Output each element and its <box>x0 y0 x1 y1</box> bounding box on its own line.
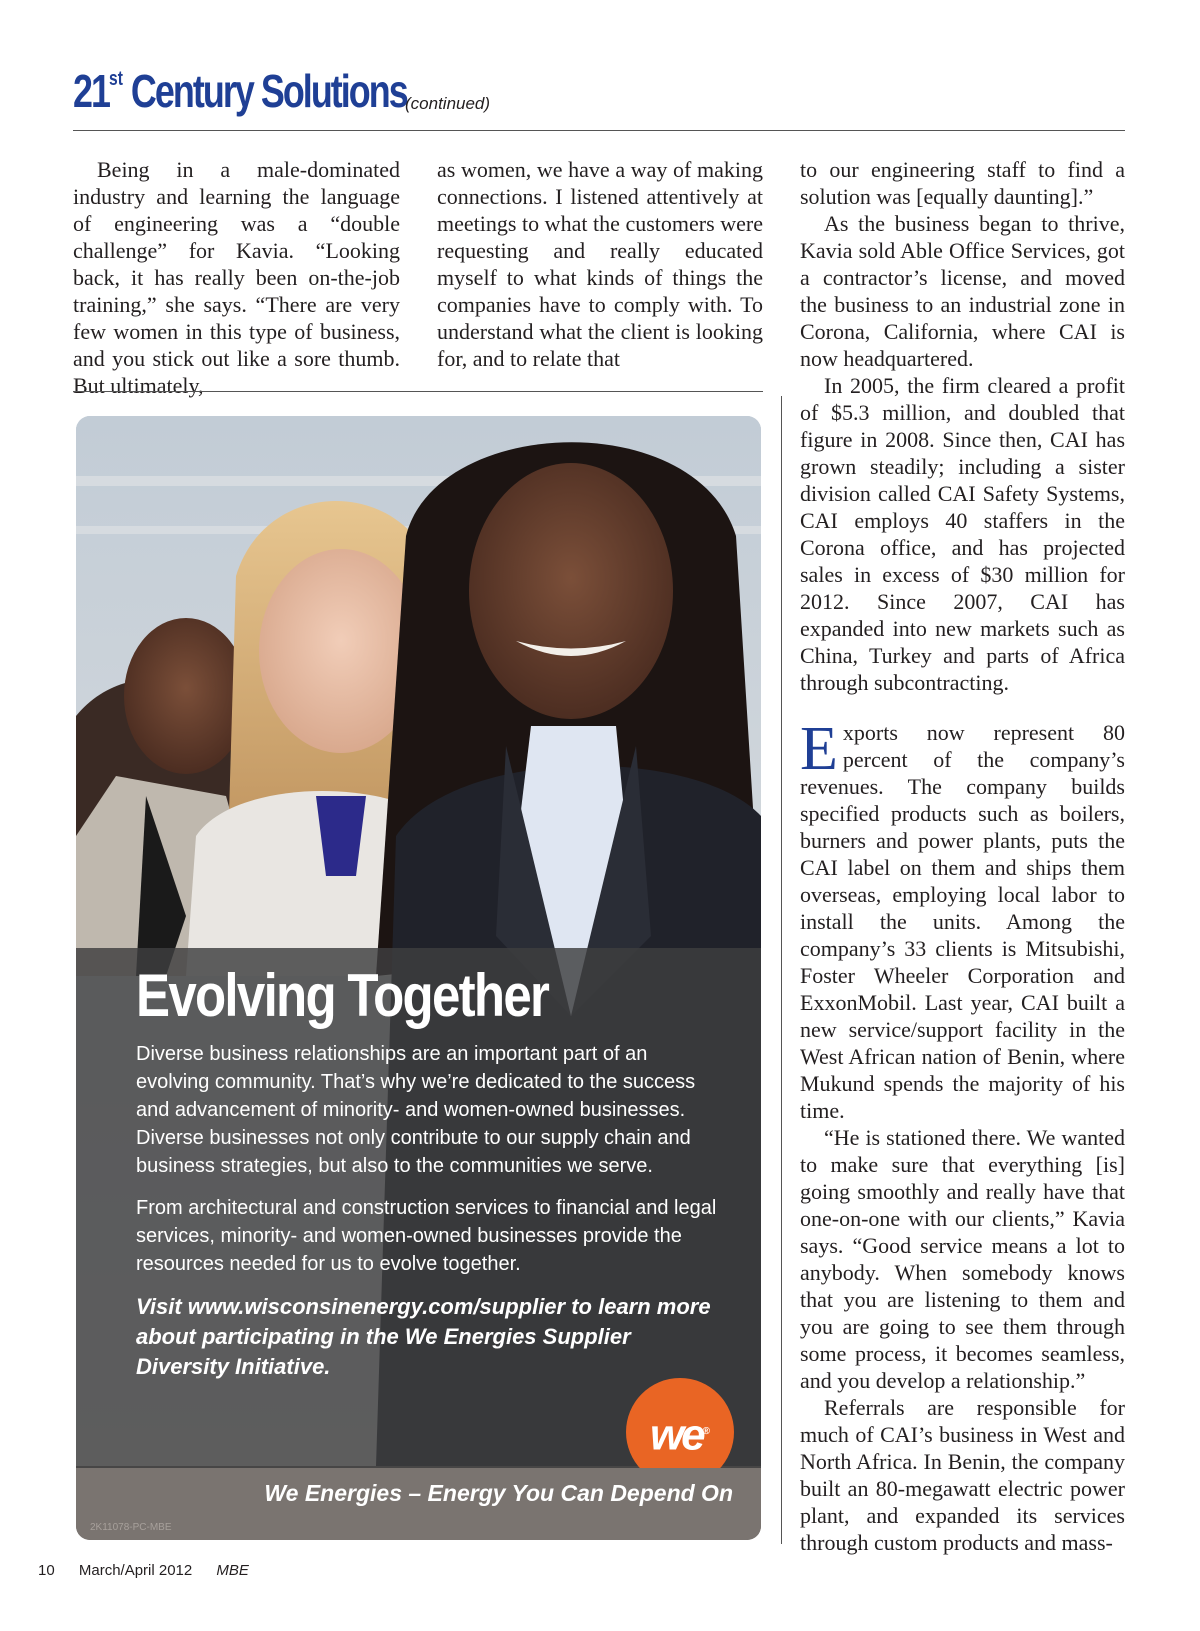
section-break <box>800 696 1125 719</box>
ad-body <box>136 1040 726 1396</box>
article-column-3 <box>800 156 1125 1556</box>
issue-date: March/April 2012 <box>78 1562 193 1579</box>
ad-headline: Evolving Together <box>136 962 549 1029</box>
article-column-2 <box>437 156 763 372</box>
article-paragraph: “He is stationed there. We wanted to make sure that everything [is] going smoothly and really have that one-on-one with our clients,” Kavia says. “Good service means a lot to anybody. When somebody knows that you are listening to them and you are going to see them through some process, it becomes seamless, and you develop a relationship.” <box>800 1125 1125 1393</box>
continued-label: (continued) <box>405 94 491 113</box>
title-text: Century Solutions <box>122 65 407 117</box>
ad-code: 2K11078-PC-MBE <box>90 1522 172 1533</box>
article-paragraph: In 2005, the firm cleared a profit of $5.3 million, and doubled that figure in 2008. Since then, CAI has grown steadily; including a sister division called CAI Safety Systems, CAI employs 40 staffers in the Corona office, and has projected sales in excess of $30 million for 2012. Since 2007, CAI has expanded into new markets such as China, Turkey and parts of Africa through subcontracting. <box>800 373 1125 695</box>
ad-paragraph: Diverse business relationships are an important part of an evolving community. That’s why we’re dedicated to the success and advancement of minority- and women-owned businesses. Diverse businesses not only contribute to our supply chain and business strategies, but also to the communities we serve. <box>136 1043 696 1177</box>
ad-call-to-action: Visit www.wisconsinenergy.com/supplier to learn more about participating in the We Energies Supplier Diversity Initiative. <box>136 1294 711 1379</box>
header-divider <box>73 130 1125 131</box>
ad-footer-bar <box>76 1468 761 1540</box>
ad-paragraph: From architectural and construction services to financial and legal services, minority- and women-owned businesses provide the resources needed for us to evolve together. <box>136 1197 717 1275</box>
article-column-1 <box>73 156 400 399</box>
ad-tagline: We Energies – Energy You Can Depend On <box>264 1480 733 1506</box>
title-number: 21 <box>73 65 110 117</box>
column-divider-vertical <box>781 396 782 1544</box>
advertisement <box>76 416 761 1540</box>
article-paragraph: as women, we have a way of making connections. I listened attentively at meetings to what the customers were requesting and really educated myself to what kinds of things the companies have to comply with. To understand what the client is looking for, and to relate that <box>437 157 763 371</box>
logo-text: we <box>649 1410 703 1460</box>
column-divider-horizontal <box>73 391 763 392</box>
article-paragraph-dropcap <box>800 715 1125 1124</box>
drop-cap: E <box>800 715 838 783</box>
article-paragraph: Referrals are responsible for much of CAI’s business in West and North Africa. In Benin, the company built an 80-megawatt electric power plant, and expanded its services through custom products and mass- <box>800 1395 1125 1555</box>
registered-mark: ® <box>702 1426 711 1437</box>
magazine-name: MBE <box>216 1562 249 1579</box>
article-paragraph: As the business began to thrive, Kavia sold Able Office Services, got a contractor’s license, and moved the business to an industrial zone in Corona, California, where CAI is now headquartered. <box>800 211 1125 371</box>
title-superscript: st <box>109 68 123 90</box>
page-number: 10 <box>38 1562 55 1579</box>
article-paragraph: Being in a male-dominated industry and learning the language of engineering was a “double challenge” for Kavia. “Looking back, it has really been on-the-job training,” she says. “There are very few women in this type of business, and you stick out like a sore thumb. But ultimately, <box>73 157 400 398</box>
page-title <box>73 64 407 118</box>
page-footer <box>38 1562 269 1579</box>
article-paragraph: to our engineering staff to find a solution was [equally daunting].” <box>800 157 1125 209</box>
dropcap-paragraph-text: xports now represent 80 percent of the company’s revenues. The company builds specified products such as boilers, burners and power plants, puts the CAI label on them and ships them overseas, employing local labor to install the units. Among the company’s 33 clients is Mitsubishi, Foster Wheeler Corporation and ExxonMobil. Last year, CAI built a new service/support facility in the West African nation of Benin, where Mukund spends the majority of his time. <box>800 720 1125 1123</box>
